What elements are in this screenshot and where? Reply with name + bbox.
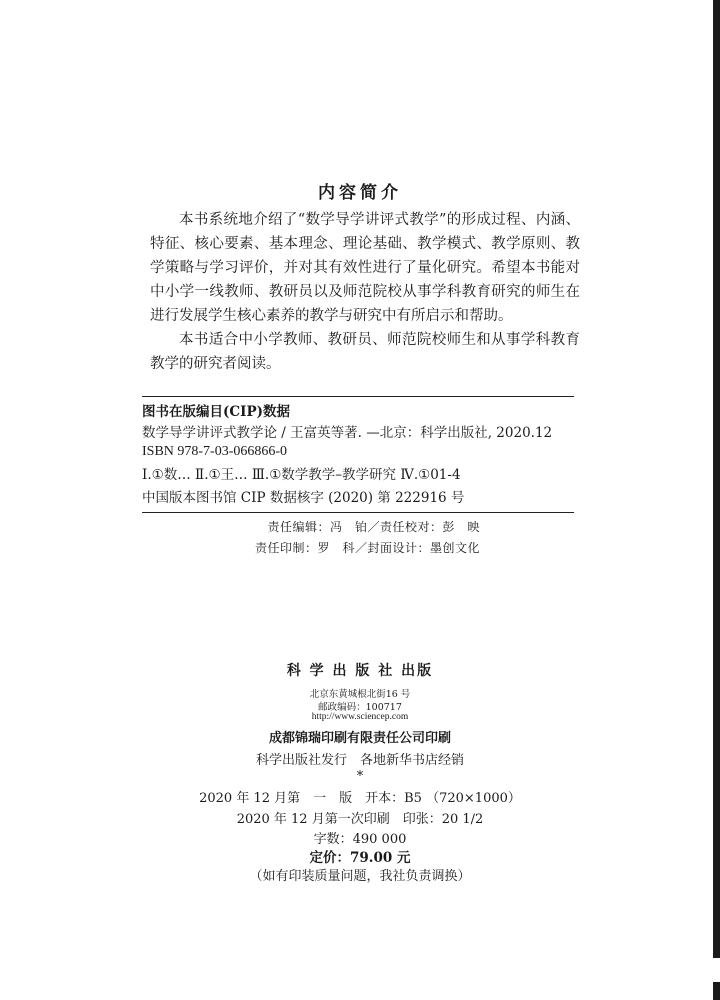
- cip-isbn: ISBN 978-7-03-066866-0: [142, 444, 288, 459]
- publisher-postcode: 邮政编码：100717: [318, 702, 402, 713]
- cip-record-number: 中国版本图书馆 CIP 数据核字 (2020) 第 222916 号: [142, 490, 465, 506]
- price: 定价：79.00 元: [309, 850, 411, 866]
- separator-star: *: [356, 769, 364, 784]
- cip-classification: Ⅰ.①数… Ⅱ.①王… Ⅲ.①数学教学–教学研究 Ⅳ.①01-4: [142, 467, 461, 483]
- page-edge-bar: [713, 0, 720, 1000]
- production-credits: 责任印制：罗 科／封面设计：墨创文化: [254, 541, 480, 555]
- publisher-url: http://www.sciencep.com: [311, 712, 409, 722]
- intro-paragraph-1: 本书系统地介绍了“数学导学讲评式教学”的形成过程、内涵、特征、核心要素、基本理念、理论基础、教学模式、教学原则、教学策略与学习评价，并对其有效性进行了量化研究。希望本书能对中小学一线教师、教研员以及师范院校从事学科教育研究的师生在进行发展学生核心素养的教学与研究中有所启示和帮助。: [150, 212, 580, 324]
- word-count: 字数：490 000: [313, 832, 407, 847]
- quality-note: （如有印装质量问题，我社负责调换）: [249, 869, 471, 884]
- edition-format-line: 2020 年 12 月第 一 版 开本：B5 （720×1000）: [199, 791, 521, 806]
- editor-credits: 责任编辑：冯 铂／责任校对：彭 映: [267, 520, 480, 534]
- cip-title: 图书在版编目(CIP)数据: [142, 404, 290, 420]
- cip-bottom-rule: [142, 512, 574, 513]
- cip-title-line: 数学导学讲评式教学论 / 王富英等著. —北京：科学出版社, 2020.12: [142, 425, 553, 441]
- page-edge-notch: [713, 958, 720, 982]
- printing-sheets-line: 2020 年 12 月第一次印刷 印张：20 1/2: [236, 812, 484, 827]
- publisher-address: 北京东黄城根北街16 号: [309, 689, 411, 700]
- intro-title: 内容简介: [318, 183, 402, 203]
- publisher-line: 科 学 出 版 社 出版: [286, 663, 434, 679]
- cip-top-rule: [142, 396, 574, 397]
- printer-line: 成都锦瑞印刷有限责任公司印刷: [268, 731, 451, 746]
- distribution-line: 科学出版社发行 各地新华书店经销: [255, 753, 464, 768]
- intro-paragraph-2: 本书适合中小学教师、教研员、师范院校师生和从事学科教育教学的研究者阅读。: [150, 332, 580, 372]
